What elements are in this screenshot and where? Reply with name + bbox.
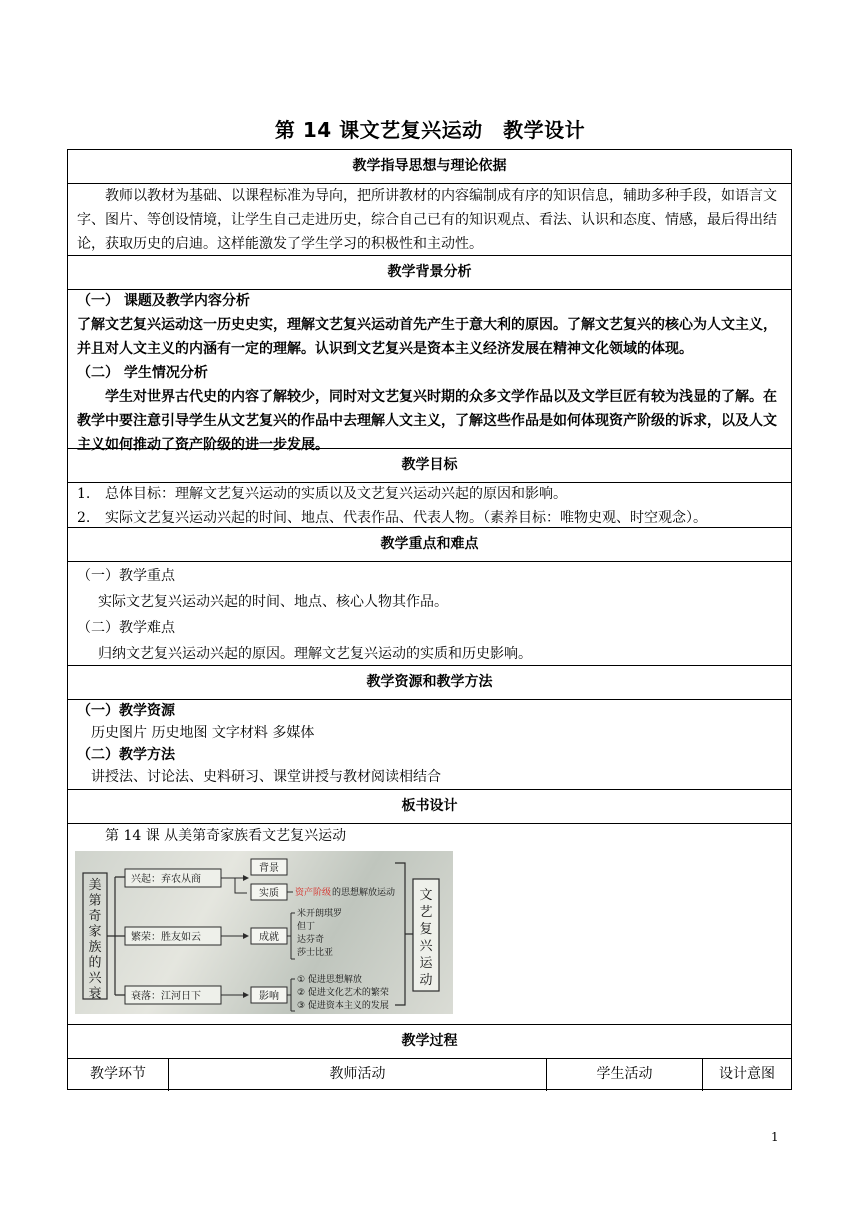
section-header-key-points: 教学重点和难点 bbox=[68, 527, 791, 562]
key-text1: 实际文艺复兴运动兴起的时间、地点、核心人物其作品。 bbox=[98, 594, 448, 610]
key-sub2: （二）教学难点 bbox=[77, 620, 175, 636]
arrow-3-head bbox=[243, 992, 249, 998]
section-guiding-body bbox=[68, 184, 791, 256]
board-diagram bbox=[75, 851, 453, 1014]
stage3-text: 衰落：江河日下 bbox=[131, 991, 201, 1002]
right-title-char: 艺 bbox=[419, 905, 433, 920]
col-stage: 教学环节 bbox=[68, 1058, 169, 1091]
resources-text2: 讲授法、讨论法、史料研习、课堂讲授与教材阅读相结合 bbox=[91, 769, 441, 785]
goal-item-1: 1. 总体目标：理解文艺复兴运动的实质以及文艺复兴运动兴起的原因和影响。 bbox=[77, 486, 567, 502]
person-name: 但丁 bbox=[297, 922, 316, 932]
impact-text: 影响 bbox=[259, 991, 279, 1002]
section-header-resources: 教学资源和教学方法 bbox=[68, 665, 791, 700]
stage1-text: 兴起：弃农从商 bbox=[131, 874, 201, 885]
arrow-1-head bbox=[243, 875, 249, 881]
key-sub1: （一）教学重点 bbox=[77, 568, 175, 584]
people-list bbox=[297, 907, 342, 958]
col-teacher: 教师活动 bbox=[169, 1058, 547, 1091]
resources-sub1: （一）教学资源 bbox=[77, 703, 175, 719]
right-title-char: 兴 bbox=[419, 939, 433, 954]
right-title-char: 动 bbox=[419, 973, 433, 988]
achieve-text: 成就 bbox=[259, 932, 279, 943]
right-bracket bbox=[395, 863, 413, 1005]
page-title: 第 14 课文艺复兴运动 教学设计 bbox=[274, 118, 586, 142]
col-intent: 设计意图 bbox=[719, 1066, 775, 1082]
section-goals-body bbox=[68, 482, 791, 530]
process-header-row bbox=[68, 1058, 791, 1091]
resources-text1: 历史图片 历史地图 文字材料 多媒体 bbox=[91, 725, 315, 741]
left-title-char: 兴 bbox=[88, 971, 102, 986]
essence-rest-text: 的思想解放运动 bbox=[332, 888, 396, 898]
right-title-char: 运 bbox=[419, 956, 433, 971]
section-resources-body bbox=[68, 700, 791, 788]
left-title-char: 第 bbox=[88, 893, 102, 909]
section-header-guiding: 教学指导思想与理论依据 bbox=[68, 150, 791, 184]
section-header-background: 教学背景分析 bbox=[68, 255, 791, 290]
key-text2: 归纳文艺复兴运动兴起的原因。理解文艺复兴运动的实质和历史影响。 bbox=[98, 646, 532, 662]
section-background-body bbox=[68, 289, 791, 457]
bg-text: 背景 bbox=[259, 863, 279, 874]
left-title-text bbox=[88, 878, 102, 1002]
section-header-board: 板书设计 bbox=[68, 789, 791, 824]
impact-list bbox=[297, 973, 389, 1011]
left-bracket bbox=[107, 877, 125, 995]
background-para2: 学生对世界古代史的内容了解较少，同时对文艺复兴时期的众多文学作品以及文学巨匠有较为浅显的了解。在教学中要注意引导学生从文艺复兴的作品中去理解人文主义，了解这些作品是如何体现资产阶级的诉求，以及人文主义如何推动了资产阶级的进一步发展。 bbox=[77, 389, 777, 453]
left-title-char: 美 bbox=[88, 878, 102, 893]
resources-sub2: （二）教学方法 bbox=[77, 747, 175, 763]
left-title-char: 衰 bbox=[88, 986, 102, 1002]
right-title-char: 文 bbox=[419, 888, 433, 903]
left-title-char: 的 bbox=[88, 955, 102, 971]
section-header-goals: 教学目标 bbox=[68, 448, 791, 483]
person-name: 米开朗琪罗 bbox=[297, 909, 343, 919]
arrow-1b bbox=[235, 878, 247, 893]
left-title-char: 族 bbox=[88, 940, 102, 955]
section-header-process: 教学过程 bbox=[68, 1024, 791, 1059]
left-title-char: 家 bbox=[88, 924, 102, 940]
left-title-char: 奇 bbox=[88, 909, 102, 924]
section-key-points-body bbox=[68, 563, 791, 667]
person-name: 莎士比亚 bbox=[297, 948, 334, 958]
page-number: 1 bbox=[771, 1130, 779, 1144]
lesson-table bbox=[67, 149, 792, 1090]
goal-item-2: 2. 实际文艺复兴运动兴起的时间、地点、代表作品、代表人物。（素养目标：唯物史观、时空观念）。 bbox=[77, 510, 707, 526]
impact-item: ② 促进文化艺术的繁荣 bbox=[297, 988, 389, 998]
background-sub1: （一） 课题及教学内容分析 bbox=[77, 293, 250, 309]
impact-item: ① 促进思想解放 bbox=[297, 975, 362, 985]
essence-text: 实质 bbox=[259, 888, 279, 899]
background-sub2: （二） 学生情况分析 bbox=[77, 365, 208, 381]
board-line: 第 14 课 从美第奇家族看文艺复兴运动 bbox=[105, 828, 347, 844]
impact-item: ③ 促进资本主义的发展 bbox=[297, 1001, 389, 1011]
person-name: 达芬奇 bbox=[297, 935, 325, 945]
background-para1: 了解文艺复兴运动这一历史史实，理解文艺复兴运动首先产生于意大利的原因。了解文艺复兴的核心为人文主义，并且对人文主义的内涵有一定的理解。认识到文艺复兴是资本主义经济发展在精神文化领域的体现。 bbox=[77, 317, 777, 357]
arrow-2-head bbox=[243, 933, 249, 939]
col-student: 学生活动 bbox=[547, 1058, 703, 1091]
essence-red-text: 资产阶级 bbox=[295, 888, 332, 898]
right-title-char: 复 bbox=[419, 922, 433, 937]
stage2-text: 繁荣：胜友如云 bbox=[131, 932, 201, 943]
guiding-paragraph: 教师以教材为基础、以课程标准为导向，把所讲教材的内容编制成有序的知识信息，辅助多种手段，如语言文字、图片、等创设情境，让学生自己走进历史，综合自己已有的知识观点、看法、认识和态度、情感，最后得出结论，获取历史的启迪。这样能激发了学生学习的积极性和主动性。 bbox=[77, 188, 777, 252]
